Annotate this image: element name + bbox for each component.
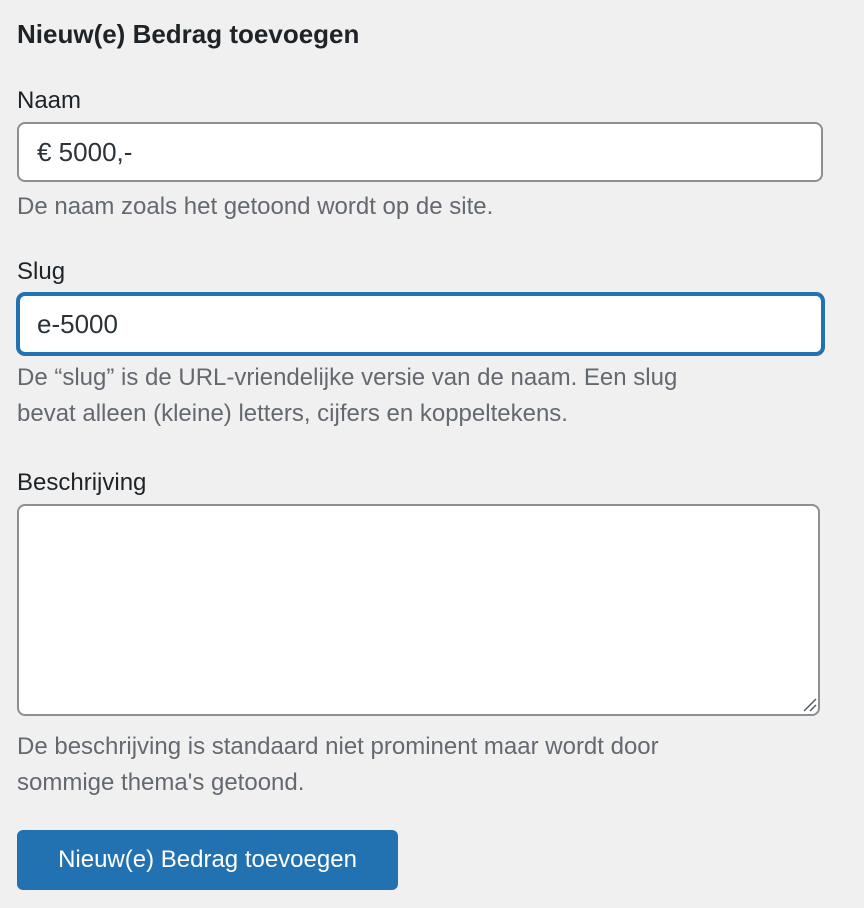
slug-help-line-2: bevat alleen (kleine) letters, cijfers en koppeltekens.: [17, 400, 568, 427]
description-help-line-2: sommige thema's getoond.: [17, 769, 305, 796]
name-label: Naam: [17, 87, 82, 114]
description-help-text: [17, 729, 817, 801]
slug-input[interactable]: [17, 293, 824, 355]
name-input[interactable]: [17, 122, 823, 182]
slug-help-text: [17, 360, 817, 432]
form-title: Nieuw(e) Bedrag toevoegen: [17, 19, 360, 49]
description-label: Beschrijving: [17, 469, 147, 496]
slug-label: Slug: [17, 258, 66, 285]
slug-help-line-1: De “slug” is de URL-vriendelijke versie van de naam. Een slug: [17, 364, 678, 391]
description-help-line-1: De beschrijving is standaard niet prominent maar wordt door: [17, 733, 659, 760]
add-new-button[interactable]: Nieuw(e) Bedrag toevoegen: [17, 830, 398, 890]
name-help-text: De naam zoals het getoond wordt op de site.: [17, 193, 494, 220]
description-textarea[interactable]: [17, 504, 820, 716]
resize-grip-icon[interactable]: [801, 696, 817, 712]
